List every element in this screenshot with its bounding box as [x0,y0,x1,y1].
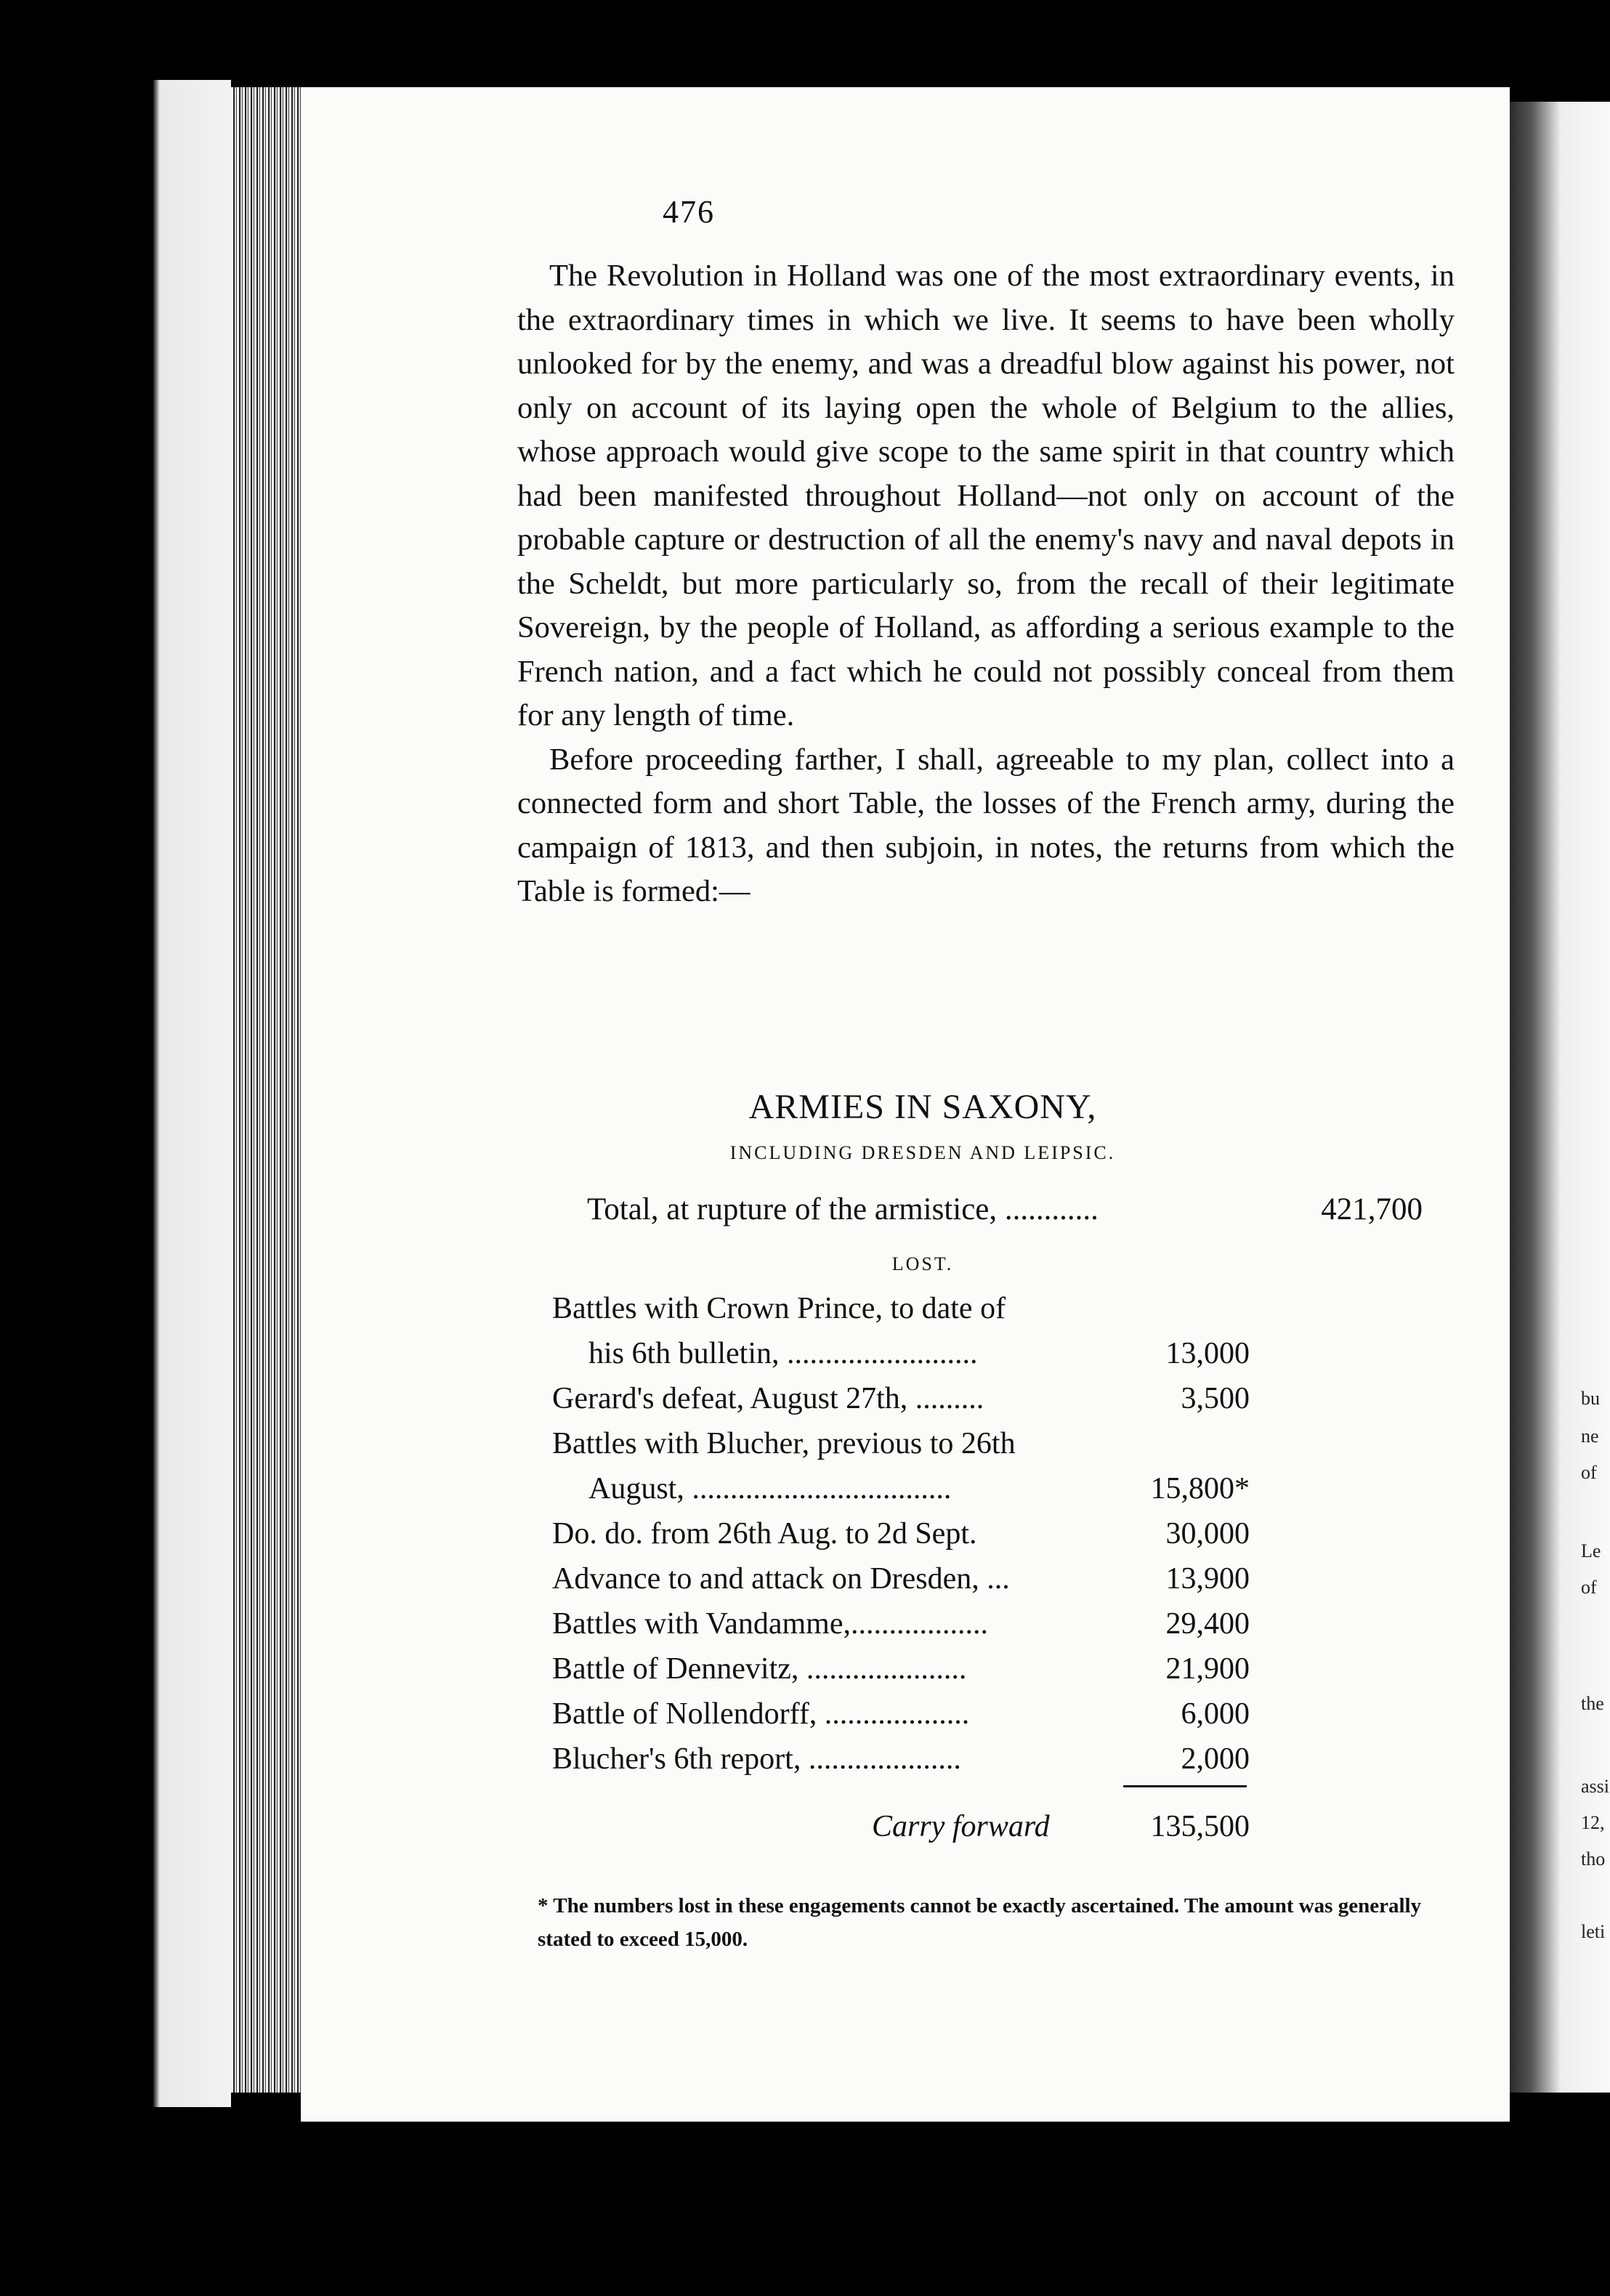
table-row [552,1286,1250,1331]
losses-table [552,1286,1250,1782]
row-label: August, .................................. [588,1472,952,1505]
footnote: * The numbers lost in these engagements cannot be exactly ascertained. The amount was generally stated to exceed 15,000. [538,1894,1422,1951]
page-edges [231,87,301,2093]
table-row [552,1556,1250,1601]
row-label: Battles with Crown Prince, to date of [552,1292,1006,1325]
row-value: 30,000 [1165,1517,1250,1551]
row-label: Gerard's defeat, August 27th, ......... [552,1382,984,1415]
table-row [552,1511,1250,1556]
row-label: Battles with Vandamme,.................. [552,1607,988,1641]
row-label: Blucher's 6th report, .................... [552,1742,961,1776]
side-fragment: of [1581,1577,1597,1598]
side-fragment: tho [1581,1848,1606,1869]
sum-rule [1123,1785,1247,1787]
row-value: 3,500 [1181,1382,1250,1415]
side-fragment: of [1581,1462,1597,1483]
carry-forward-row [872,1809,1250,1844]
row-value [1119,1286,1250,1331]
table-row [552,1737,1250,1782]
row-label: Battles with Blucher, previous to 26th [552,1427,1016,1460]
table-row [552,1601,1250,1646]
row-value: 21,900 [1165,1652,1250,1686]
row-label: Advance to and attack on Dresden, ... [552,1562,1010,1596]
row-value: 6,000 [1181,1697,1250,1731]
total-label: Total, at rupture of the armistice, ............ [587,1192,1099,1226]
row-value: 13,900 [1165,1562,1250,1596]
row-value: 15,800* [1150,1472,1250,1505]
paragraph-2: Before proceeding farther, I shall, agreeable to my plan, collect into a connected form and short Table, the losses of the French army, during the campaign of 1813, and then subjoin, in notes, the returns from which the Table is formed:— [517,742,1455,908]
lost-heading: LOST. [891,1253,954,1274]
table-row [552,1376,1250,1421]
table-heading: ARMIES IN SAXONY, [748,1088,1097,1126]
carry-label: Carry forward [872,1810,1050,1843]
table-subheading: INCLUDING DRESDEN AND LEIPSIC. [729,1142,1116,1163]
table-row [552,1421,1250,1466]
side-fragment: assi [1581,1776,1609,1797]
table-row [552,1331,1250,1376]
total-value: 421,700 [1321,1192,1423,1226]
side-fragment: the [1581,1693,1604,1714]
row-label: Do. do. from 26th Aug. to 2d Sept. [552,1517,977,1551]
table-row [552,1466,1250,1511]
body-text [517,254,1455,914]
side-fragment: Le [1581,1540,1601,1561]
table-row [552,1691,1250,1737]
carry-value: 135,500 [1150,1810,1250,1843]
table-row [552,1646,1250,1691]
page-number: 476 [663,194,715,230]
side-fragment: leti [1581,1921,1606,1942]
row-value: 29,400 [1165,1607,1250,1641]
side-fragment: ne [1581,1426,1599,1447]
row-label: Battle of Nollendorff, ................... [552,1697,970,1731]
total-row [587,1192,1423,1227]
side-fragment: 12, [1581,1812,1605,1833]
binding-gutter [145,80,231,2107]
row-value: 2,000 [1181,1742,1250,1776]
side-fragment: bu [1581,1388,1600,1409]
row-value: 13,000 [1165,1337,1250,1370]
row-label: Battle of Dennevitz, ..................... [552,1652,967,1686]
paragraph-1: The Revolution in Holland was one of the most extraordinary events, in the extraordinary times in which we live. It seems to have been wholly unlooked for by the enemy, and was a dreadful blow against his power, not only on account of its laying open the whole of Belgium to the allies, whose approach would give scope to the same spirit in that country which had been manifested throughout Holland—not only on account of the probable capture or destruction of all the enemy's navy and naval depots in the Scheldt, but more particularly so, from the recall of their legitimate Sovereign, by the people of Holland, as affording a serious example to the French nation, and a fact which he could not possibly conceal from them for any length of time. [517,259,1455,732]
row-label: his 6th bulletin, ......................... [588,1337,978,1370]
row-value [1119,1421,1250,1466]
